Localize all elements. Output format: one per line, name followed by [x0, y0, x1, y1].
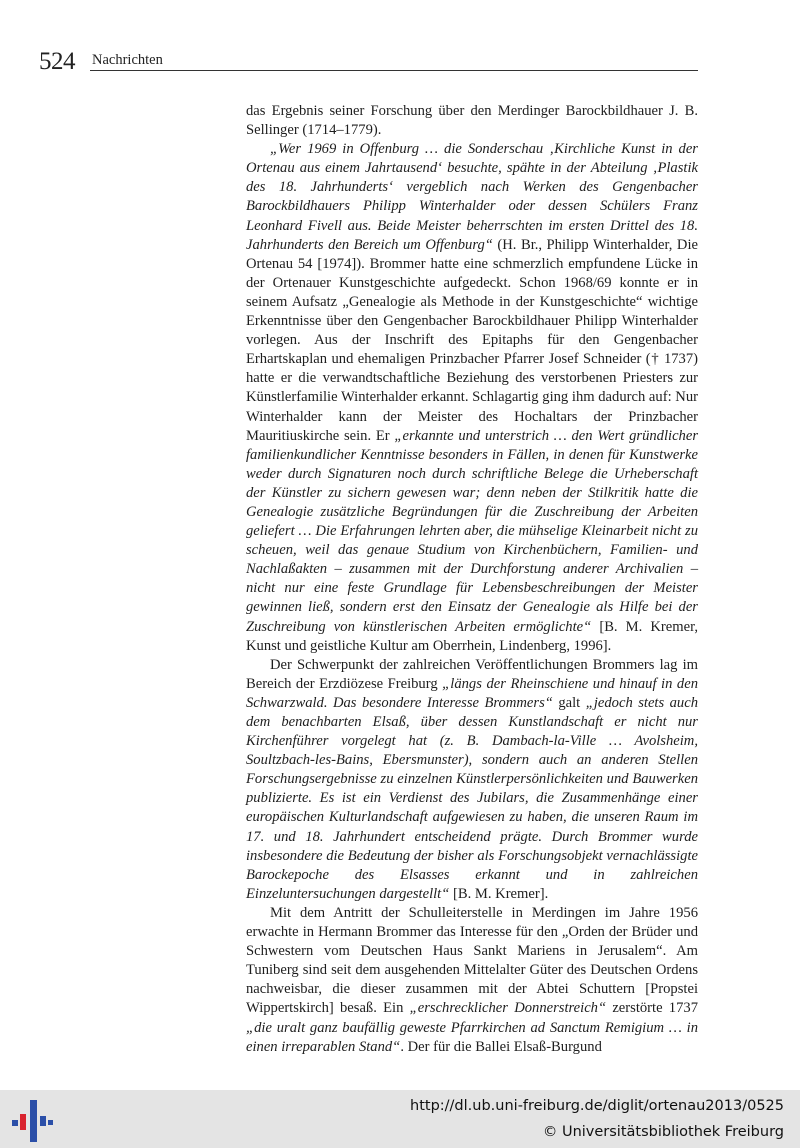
paragraph-3	[246, 656, 698, 904]
quote: „erkannte und unterstrich … den Wert gründlicher familienkundlicher Kenntnisse besonders in Fällen, in denen für Kunstwerke weder durch Signaturen noch durch schriftliche Belege die Urheberschaft der Künstler zu sichern gewesen war; denn neben der Stilkritik hatte die Genealogie zusätzliche Begründungen für die Zuschreibung der Arbeiten geliefert … Die Erfahrungen lehrten aber, die mühselige Kleinarbeit nicht zu scheuen, weil das genaue Studium von Kirchenbüchern, Familien- und Nachlaßakten – zusammen mit der Durchforstung anderer Archivalien – nicht nur eine feste Grundlage für Lebensbeschreibungen der Meister gewinnen ließ, sondern erst den Einsatz der Genealogie als Hilfe bei der Zuschreibung von künstlerischen Arbeiten ermöglichte“	[246, 427, 699, 635]
text: (H. Br., Philipp Winterhalder, Die Ortenau 54 [1974]). Brommer hatte eine schmerzlich empfundene Lücke in der Ortenauer Kunstgeschichte aufgedeckt. Schon 1968/69 konnte er in seinem Aufsatz „Genealogie als Methode in der Kunstgeschichte“ wichtige Erkenntnisse über den Gengenbacher Barockbildhauer Philipp Winterhalder vorlegen. Aus der Inschrift des Epitaphs für den Gengenbacher Erhartskaplan und ehemaligen Prinzbacher Pfarrer Josef Schneider († 1737) hatte er die verwandtschaftliche Beziehung des verstorbenen Priesters zur Künstlerfamilie Winterhalder erkannt. Schlagartig ging ihm dadurch auf: Nur Winterhalder kann der Meister des Hochaltars der Prinzbacher Mauritiuskirche sein. Er	[246, 236, 698, 444]
article-body	[246, 102, 698, 1057]
running-title: Nachrichten	[92, 52, 163, 68]
quote: „die uralt ganz baufällig geweste Pfarrkirchen ad Sanctum Remigium … in einen irreparablen Stand“	[246, 1019, 698, 1055]
paragraph-2	[246, 140, 698, 656]
logo-bar	[30, 1100, 37, 1142]
header-rule	[90, 70, 698, 71]
quote: „längs der Rheinschiene und hinauf in den Schwarzwald. Das besondere Interesse Brommers“	[246, 675, 698, 711]
text: zerstörte 1737	[606, 1000, 698, 1017]
text: Mit dem Antritt der Schulleiterstelle in Merdingen im Jahre 1956 erwachte in Hermann Brommer das Interesse für den „Orden der Brüder und Schwestern vom Deutschen Haus Sankt Mariens in Jerusalem“. Am Tuniberg sind seit dem ausgehenden Mittelalter Güter des Deutschen Ordens nachweisbar, die dieser zusammen mit der Abtei Schuttern [Propstei Wippertskirch] besaß. Ein	[246, 904, 698, 1017]
text: [B. M. Kremer, Kunst und geistliche Kultur am Oberrhein, Lindenberg, 1996].	[246, 618, 698, 654]
paragraph-4	[246, 904, 698, 1057]
text: . Der für die Ballei Elsaß-Burgund	[400, 1038, 602, 1055]
logo-bar	[40, 1116, 46, 1126]
text: Der Schwerpunkt der zahlreichen Veröffentlichungen Brommers lag im Bereich der Erzdiözese Freiburg	[246, 656, 698, 692]
logo-bar	[20, 1114, 26, 1130]
logo-bar	[12, 1120, 18, 1126]
quote: „jedoch stets auch dem benachbarten Elsaß, über dessen Kunstlandschaft er nicht nur Kirchenführer vorgelegt hat (z. B. Dambach-la-Ville … Avolsheim, Soultzbach-les-Bains, Ebersmunster), sondern auch an anderen Stellen Forschungsergebnisse zu einzelnen Künstlerpersönlichkeiten und Bauwerken publizierte. Es ist ein Verdienst des Jubilars, die Zusammenhänge einer europäischen Kulturlandschaft aufgewiesen zu haben, die unseren Raum im 17. und 18. Jahrhundert entscheidend prägte. Durch Brommer wurde insbesondere die Bedeutung der bisher als Forschungsobjekt vernachlässigte Barockepoche des Elsasses erkannt und in zahlreichen Einzeluntersuchungen dargestellt“	[246, 694, 698, 902]
copyright-notice: © Universitätsbibliothek Freiburg	[542, 1124, 784, 1140]
logo-bar	[48, 1120, 53, 1125]
paragraph-1: das Ergebnis seiner Forschung über den Merdinger Barockbildhauer J. B. Sellinger (1714–1779).	[246, 103, 698, 139]
quote: „erschrecklicher Donnerstreich“	[409, 1000, 607, 1017]
text: galt	[552, 694, 586, 711]
text: [B. M. Kremer].	[449, 885, 549, 902]
library-logo-icon	[10, 1098, 54, 1144]
page-number: 524	[39, 48, 75, 75]
digital-library-link[interactable]: http://dl.ub.uni-freiburg.de/diglit/ortenau2013/0525	[410, 1098, 784, 1114]
quote: „Wer 1969 in Offenburg … die Sonderschau ‚Kirchliche Kunst in der Ortenau aus einem Jahrtausend‘ besuchte, spähte in der Abteilung ‚Plastik des 18. Jahrhunderts‘ vergeblich nach Werken des Gengenbacher Barockbildhauers Philipp Winterhalder oder dessen Schülers Franz Leonhard Fivell aus. Beide Meister beherrschten im ersten Drittel des 18. Jahrhunderts den Bereich um Offenburg“	[246, 141, 698, 253]
